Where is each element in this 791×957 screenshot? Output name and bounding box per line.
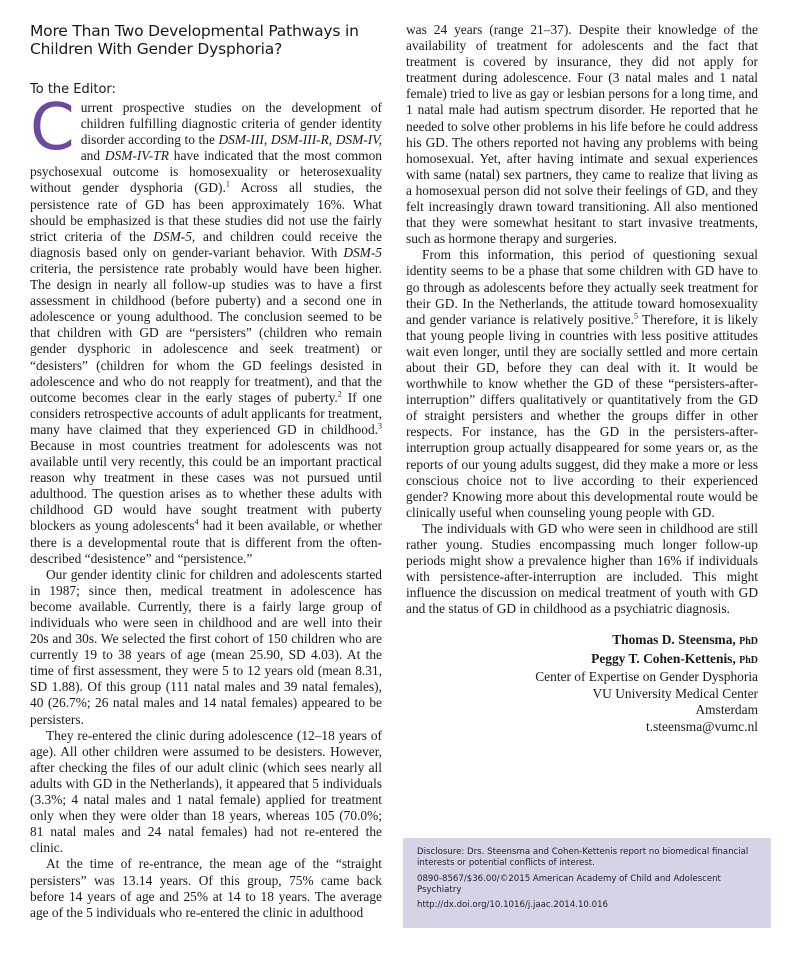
affiliation-center: Center of Expertise on Gender Dysphoria	[535, 669, 758, 685]
drop-cap: C	[30, 91, 75, 165]
reference-5: 5	[633, 311, 638, 321]
author-email[interactable]: t.steensma@vumc.nl	[646, 718, 758, 734]
reference-4: 4	[194, 517, 199, 527]
paragraph-1: Current prospective studies on the development of children fulfilling diagnostic criteria of gender identity disorder according to the DSM-III, DSM-III-R, DSM-IV, and DSM-IV-TR have indicated that the most common psychosexual outcome is homosexuality or heterosexuality without gender dysphoria (GD).$^1$ Across all studies, the persistence rate of GD has been approximately 16%. What should be emphasized is that these studies did not use the fairly strict criteria of the DSM-5, and children could receive the diagnosis based only on gender-variant behavior. With DSM-5 criteria, the persistence rate probably would have been higher. The design in nearly all follow-up studies was to have a first assessment in childhood (before puberty) and a second one in adolescence or young adulthood. The conclusion seemed to be that children with GD are “persisters” (children who remain gender dysphoric in adolescence and seek treatment) or “desisters” (children for whom the GD feelings desisted in adolescence and who do not reapply for treatment), and that the outcome becomes clear in the early stages of puberty.$^2$ If one considers retrospective accounts of adult applicants for treatment, many have claimed that they experienced GD in childhood.$^3$ Because in most countries treatment for adolescents was not available until very recently, this could be an important practical reason why treatment in these cases was not pursued until adulthood. The question arises as to whether these adults with childhood GD would have sought treatment with puberty blockers as young adolescents$^4$ had it been available, or whether there is a developmental route that is different from the often-described “desistence” and “persistence.”	[30, 91, 383, 566]
left-column	[30, 22, 382, 921]
paragraph-3: They re-entered the clinic during adolescence (12–18 years of age). All other children were assumed to be desisters. However, after checking the files of our adult clinic (which sees nearly all adults with GD in the Netherlands), it appeared that 5 individuals (3.3%; 4 natal males and 1 natal female) applied for treatment only when they were older than 18 years, whereas 105 (70.0%; 81 natal males and 24 natal females) had not re-entered the clinic.	[30, 727, 382, 856]
paragraph-5: From this information, this period of questioning sexual identity seems to be a phase that some children with GD have to go through as adolescents before they actually seek treatment for their GD. In the Netherlands, the attitude toward homosexuality and gender variance is relatively positive.$^5$ Therefore, it is likely that young people living in countries with less positive attitudes wait even longer, until they are socially settled and more certain about their GD, before they can deal with it. It would be worthwhile to know whether the GD of these “persisters-after-interruption” differs qualitatively or quantitatively from the GD of straight persisters and whether the groups differ in other respects. For instance, has the GD in the persisters-after-interruption group actually disappeared for some years or, as the reports of our young adults suggest, did they make a more or less conscious choice not to live according to their experienced gender? Knowing more about this developmental route would be clinically useful when counseling young people with GD.	[406, 247, 758, 520]
reference-2: 2	[337, 389, 342, 399]
signature-block	[406, 631, 758, 735]
reference-1: 1	[225, 180, 230, 189]
affiliation-city: Amsterdam	[695, 702, 758, 718]
affiliation-university: VU University Medical Center	[592, 685, 758, 701]
salutation: To the Editor:	[30, 82, 116, 97]
paragraph-4: At the time of re-entrance, the mean age of the “straight persisters” was 13.14 years. Of this group, 75% came back before 14 years of age and 25% at 14 to 18 years. The average age of the 5 individuals who re-entered the clinic in adulthood	[30, 856, 382, 920]
letter-title: More Than Two Developmental Pathways in Children With Gender Dysphoria?	[30, 22, 359, 58]
paragraph-2: Our gender identity clinic for children and adolescents started in 1987; since then, medical treatment in adolescence has become available. Currently, there is a fairly large group of individuals who were seen in childhood and are well into their 20s and 30s. We selected the first cohort of 150 children who are currently 19 to 38 years of age (mean 25.90, SD 4.03). At the time of first assessment, they were 5 to 12 years old (mean 8.31, SD 1.88). Of this group (111 natal males and 39 natal females), 40 (26.7%; 26 natal males and 14 natal females) appeared to be persisters.	[30, 566, 382, 727]
reference-3: 3	[378, 421, 382, 431]
author-1: Thomas D. Steensma, PhD	[612, 632, 758, 648]
author-2: Peggy T. Cohen-Kettenis, PhD	[591, 651, 758, 667]
copyright-line: 0890-8567/$36.00/©2015 American Academy of Child and Adolescent Psychiatry	[417, 874, 721, 895]
right-column	[406, 22, 758, 735]
paragraph-4-continued: was 24 years (range 21–37). Despite their knowledge of the availability of treatment for adolescents and the fact that treatment is covered by insurance, they did not apply for treatment during adolescence. Four (3 natal males and 1 natal female) tried to live as gay or lesbian persons for a long time, and 1 natal male had autism spectrum disorder. He reported that he needed to solve other problems in his life before he could address his GD. The others reported not having any problems with being homosexual. Yet, after having intimate and sexual experiences with same (natal) sex partners, they came to realize that living as a homosexual person did not solve their feelings of GD, and they felt increasingly drawn toward transitioning. All also mentioned that they were somewhat hesitant to start invasive treatments, such as hormone therapy and surgeries.	[406, 22, 758, 247]
doi-link[interactable]: http://dx.doi.org/10.1016/j.jaac.2014.10.016	[417, 900, 609, 910]
disclosure-box	[403, 838, 771, 928]
disclosure-text: Disclosure: Drs. Steensma and Cohen-Kettenis report no biomedical financial interests or potential conflicts of interest.	[417, 847, 749, 868]
paragraph-6: The individuals with GD who were seen in childhood are still rather young. Studies encompassing much longer follow-up periods might show a prevalence higher than 16% if individuals with persistence-after-interruption are included. This might influence the discussion on medical treatment of youth with GD and the status of GD in childhood as a psychiatric diagnosis.	[406, 520, 758, 617]
